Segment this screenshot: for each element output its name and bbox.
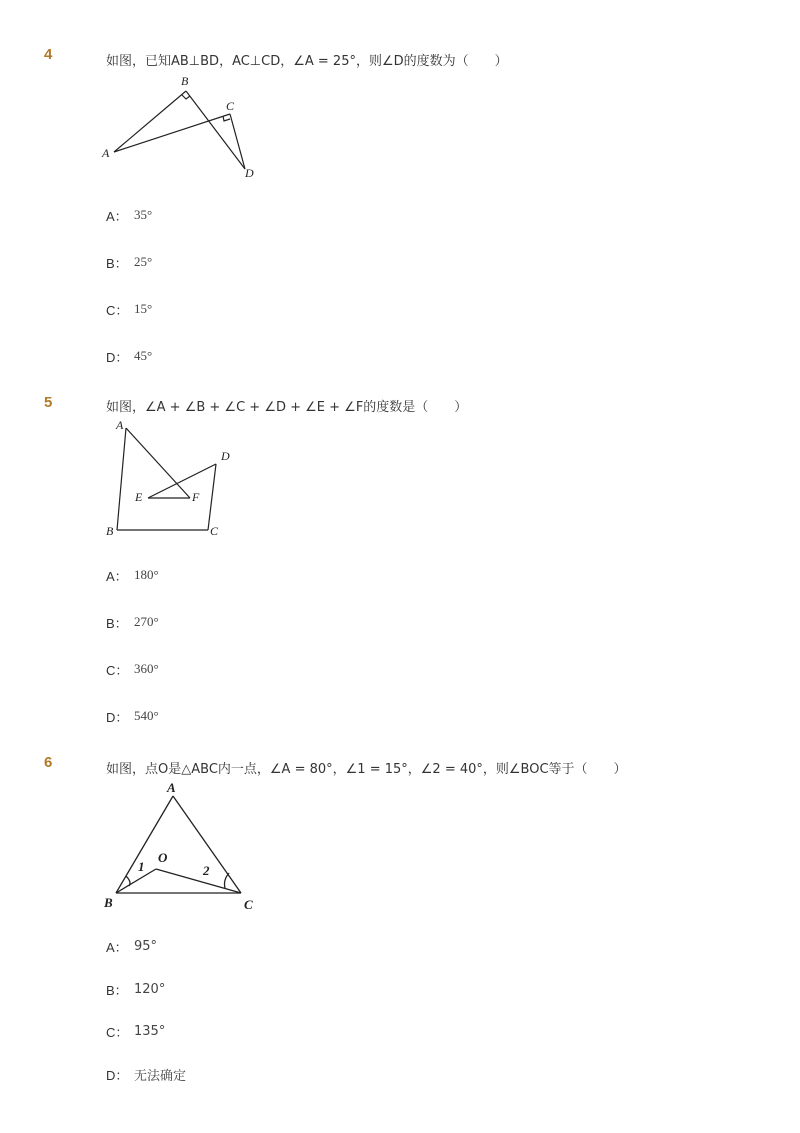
option-text: 360° (134, 661, 159, 676)
segment-ac (114, 114, 230, 152)
figure-q6 (104, 776, 274, 916)
label-b: B (104, 895, 113, 910)
option-letter: C： (106, 302, 129, 318)
option-letter: C： (106, 1024, 129, 1040)
label-angle-2: 2 (203, 863, 210, 878)
option-a[interactable] (106, 936, 157, 956)
segment-co (156, 869, 241, 893)
question-stem: 如图，点O是△ABC内一点，∠A = 80°，∠1 = 15°，∠2 = 40°，则∠BOC等于（ ） (106, 762, 627, 777)
label-a: A (116, 418, 124, 432)
figure-q4 (104, 72, 274, 182)
label-a: A (167, 780, 176, 795)
option-letter: A： (106, 568, 128, 584)
option-d[interactable] (106, 706, 159, 726)
question-number: 4 (44, 46, 53, 63)
label-c: C (210, 524, 219, 538)
option-text: 45° (134, 348, 153, 363)
option-text: 540° (134, 708, 159, 723)
label-d: D (221, 449, 230, 463)
option-letter: A： (106, 208, 128, 224)
label-c: C (244, 897, 253, 912)
segment-ab (114, 91, 186, 152)
option-letter: D： (106, 349, 129, 365)
option-text: 270° (134, 614, 159, 629)
option-letter: A： (106, 939, 128, 955)
label-b: B (106, 524, 114, 538)
option-text: 35° (134, 207, 153, 222)
option-b[interactable] (106, 252, 152, 272)
option-text: 180° (134, 567, 159, 582)
segment-ab (116, 796, 173, 893)
option-b[interactable] (106, 979, 165, 999)
option-text: 15° (134, 301, 153, 316)
option-letter: D： (106, 1067, 129, 1083)
option-text: 无法确定 (134, 1068, 187, 1084)
figure-q5 (104, 414, 244, 544)
option-letter: B： (106, 255, 128, 271)
label-d: D (245, 166, 254, 180)
question-number: 5 (44, 394, 53, 411)
option-text: 95° (134, 938, 158, 954)
angle-arc-1 (126, 876, 130, 886)
option-a[interactable] (106, 205, 152, 225)
segment-ac (173, 796, 241, 893)
option-text: 25° (134, 254, 153, 269)
option-b[interactable] (106, 612, 159, 632)
label-b: B (181, 74, 189, 88)
option-a[interactable] (106, 565, 159, 585)
segment-bo (116, 869, 156, 893)
option-letter: C： (106, 662, 129, 678)
option-c[interactable] (106, 299, 152, 319)
question-stem: 如图，已知AB⊥BD，AC⊥CD，∠A = 25°，则∠D的度数为（ ） (106, 54, 508, 69)
label-f: F (192, 490, 200, 504)
option-letter: B： (106, 615, 128, 631)
option-letter: B： (106, 982, 128, 998)
segment-dE (148, 464, 216, 498)
question-stem: 如图，∠A + ∠B + ∠C + ∠D + ∠E + ∠F的度数是（ ） (106, 400, 468, 415)
segment-cd (208, 464, 216, 530)
option-letter: D： (106, 709, 129, 725)
segment-af (126, 428, 190, 498)
label-o: O (158, 850, 168, 865)
option-c[interactable] (106, 659, 159, 679)
option-text: 135° (134, 1023, 166, 1039)
option-text: 120° (134, 981, 166, 997)
label-a: A (102, 146, 110, 160)
option-c[interactable] (106, 1021, 165, 1041)
label-e: E (135, 490, 143, 504)
segment-ab (117, 428, 126, 530)
right-angle-mark-c (223, 116, 230, 121)
question-number: 6 (44, 754, 53, 771)
option-d[interactable] (106, 1064, 186, 1084)
segment-cd (230, 114, 245, 169)
segment-bd (186, 91, 245, 169)
label-c: C (226, 99, 235, 113)
option-d[interactable] (106, 346, 152, 366)
label-angle-1: 1 (138, 859, 145, 874)
